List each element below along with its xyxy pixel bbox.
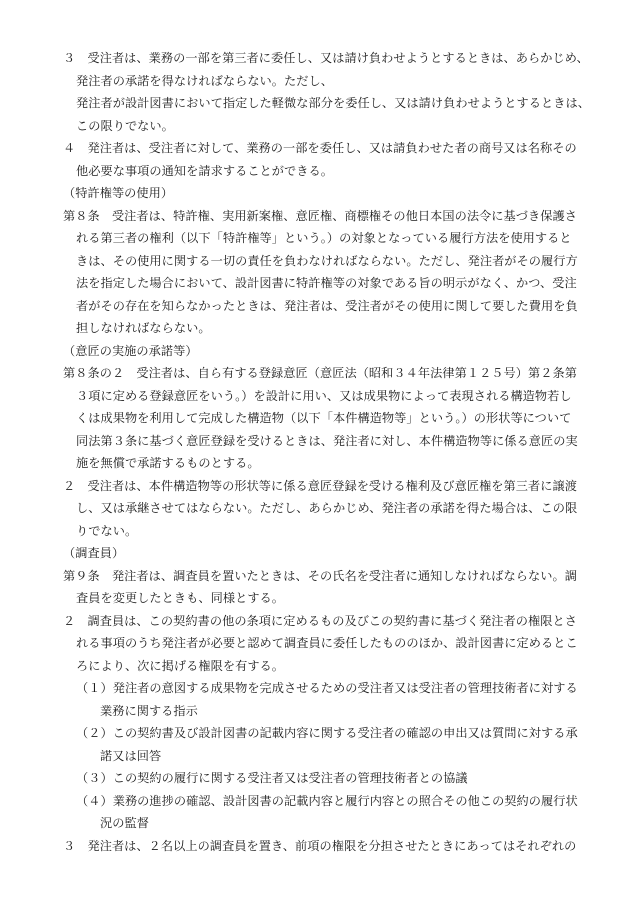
list-item: （３）この契約の履行に関する受注者又は受注者の管理技術者との協議 — [76, 771, 468, 785]
text-line: この限りでない。 — [76, 119, 174, 133]
text-line: 第８条 受注者は、特許権、実用新案権、意匠権、商標権その他日本国の法令に基づき保護さ — [63, 209, 577, 223]
text-line: れる第三者の権利（以下「特許権等」という。）の対象となっている履行方法を使用すると — [76, 231, 572, 245]
section-heading: （意匠の実施の承諾等） — [63, 344, 198, 358]
text-line: 発注者が設計図書において指定した軽微な部分を委任し、又は請け負わせようとするときは、 — [76, 96, 590, 110]
text-line: 他必要な事項の通知を請求することができる。 — [76, 164, 333, 178]
list-item: （４）業務の進捗の確認、設計図書の記載内容と履行内容との照合その他この契約の履行状 — [76, 794, 578, 808]
section-heading: （調査員） — [63, 546, 125, 560]
text-line: ２ 受注者は、本件構造物等の形状等に係る意匠登録を受ける権利及び意匠権を第三者に譲渡 — [63, 479, 577, 493]
list-item: （１）発注者の意図する成果物を完成させるための受注者又は受注者の管理技術者に対する — [76, 681, 578, 695]
text-line: きは、その使用に関する一切の責任を負わなければならない。ただし、発注者がその履行方 — [76, 254, 578, 268]
text-line: ３ 受注者は、業務の一部を第三者に委任し、又は請け負わせようとするときは、あらかじめ、 — [63, 51, 589, 65]
text-line: ３ 発注者は、２名以上の調査員を置き、前項の権限を分担させたときにあってはそれぞれの — [63, 839, 577, 853]
text-line: し、又は承継させてはならない。ただし、あらかじめ、発注者の承諾を得た場合は、この限 — [76, 501, 578, 515]
text-line: ４ 発注者は、受注者に対して、業務の一部を委任し、又は請負わせた者の商号又は名称その — [63, 141, 577, 155]
list-item-continuation: 諾又は回答 — [100, 749, 162, 763]
text-line: 施を無償で承諾するものとする。 — [76, 456, 260, 470]
text-line: 同法第３条に基づく意匠登録を受けるときは、発注者に対し、本件構造物等に係る意匠の実 — [76, 434, 578, 448]
text-line: ２ 調査員は、この契約書の他の条項に定めるもの及びこの契約書に基づく発注者の権限とさ — [63, 614, 577, 628]
text-line: ろにより、次に掲げる権限を有する。 — [76, 659, 285, 673]
text-line: れる事項のうち発注者が必要と認めて調査員に委任したもののほか、設計図書に定めるとこ — [76, 636, 578, 650]
list-item-continuation: 業務に関する指示 — [100, 704, 198, 718]
text-line: りでない。 — [76, 524, 138, 538]
text-line: 法を指定した場合において、設計図書に特許権等の対象である旨の明示がなく、かつ、受注 — [76, 276, 577, 290]
text-line: 第８条の２ 受注者は、自ら有する登録意匠（意匠法（昭和３４年法律第１２５号）第２条第 — [63, 366, 577, 380]
text-line: 第９条 発注者は、調査員を置いたときは、その氏名を受注者に通知しなければならない。調 — [63, 569, 577, 583]
text-line: ３項に定める登録意匠をいう。）を設計に用い、又は成果物によって表現される構造物若し — [76, 389, 572, 403]
list-item: （２）この契約書及び設計図書の記載内容に関する受注者の確認の申出又は質問に対する承 — [76, 726, 578, 740]
text-line: くは成果物を利用して完成した構造物（以下「本件構造物等」という。）の形状等について — [76, 411, 572, 425]
section-heading: （特許権等の使用） — [63, 186, 174, 200]
text-line: 査員を変更したときも、同様とする。 — [76, 591, 285, 605]
text-line: 担しなければならない。 — [76, 321, 211, 335]
text-line: 発注者の承諾を得なければならない。ただし、 — [76, 74, 333, 88]
text-line: 者がその存在を知らなかったときは、発注者は、受注者がその使用に関して要した費用を負 — [76, 299, 578, 313]
list-item-continuation: 況の監督 — [100, 816, 149, 830]
